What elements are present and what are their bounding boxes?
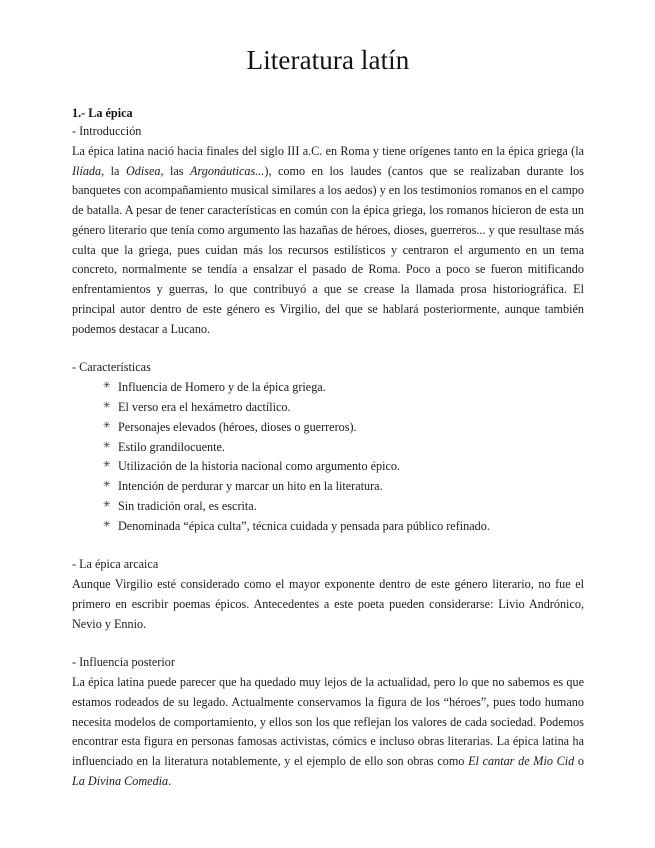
list-item-label: Utilización de la historia nacional como argumento épico. [118,459,401,474]
title-cantar-mio-cid: El cantar de Mio Cid [468,754,575,769]
list-item [72,398,584,418]
list-item-label: Denominada “épica culta”, técnica cuidada y pensada para público refinado. [118,518,490,533]
bullet-asterisk-icon: ✳ [103,399,111,410]
influencia-text-part-2: o [574,754,584,769]
paragraph-introduccion [72,142,584,340]
paragraph-epica-arcaica: Aunque Virgilio esté considerado como el mayor exponente dentro de este género literario, no fue el primero en escribir poemas épicos. Antecedentes a este poeta pueden considerarse: Livio Andrónico, Nevio y Ennio. [72,577,584,631]
list-item [72,457,584,477]
intro-text-part-3: , las [160,163,191,178]
influencia-text-part-3: . [168,773,172,788]
list-item [72,438,584,458]
title-argonauticas: Argonáuticas... [190,163,265,178]
subsection-label-introduccion: - Introducción [72,124,142,139]
list-item [72,497,584,517]
list-item-label: Personajes elevados (héroes, dioses o guerreros). [118,419,357,434]
intro-text-part-1: La épica latina nació hacia finales del siglo III a.C. en Roma y tiene orígenes tanto en la épica griega (la [72,143,584,158]
subsection-label-caracteristicas: - Características [72,360,151,375]
bullet-asterisk-icon: ✳ [103,380,111,391]
bullet-asterisk-icon: ✳ [103,498,111,509]
document-content [72,0,584,792]
page-title: Literatura latín [246,45,410,75]
paragraph-influencia-posterior [72,673,584,792]
list-item [72,418,584,438]
list-item [72,517,584,537]
title-iliada: Ilíada [72,163,102,178]
bullet-asterisk-icon: ✳ [103,439,111,450]
caracteristicas-list [72,378,584,536]
influencia-text-part-1: La épica latina puede parecer que ha quedado muy lejos de la actualidad, pero lo que no sabemos es que estamos rodeados de su legado. Actualmente conservamos la figura de los “héroes”, pues todo humano necesita modelos de comportamiento, y ellos son los que reflejan los valores de cada sociedad. Podemos encontrar esta figura en personas famosas activistas, cómics e incluso obras literarias. La épica latina ha influenciado en la literatura notablemente, y el ejemplo de ello son obras como [72,675,584,769]
intro-text-part-4: ), como en los laudes (cantos que se realizaban durante los banquetes con acompañamiento musical similares a los aedos) y en los testimonios romanos en el campo de batalla. A pesar de tener características en común con la épica griega, los romanos hicieron de esta un género literario que tenía como argumento las hazañas de héroes, dioses, guerreros... y que resultase más culta que la griega, pues cuidan más los recursos estilísticos y centraron el argumento en un tema concreto, normalmente se tendía a ensalzar el pasado de Roma. Poco a poco se fueron mitificando enfrentamientos y guerras, lo que contribuyó a que se crease la llamada prosa historiográfica. El principal autor dentro de este género es Virgilio, del que se hablará posteriormente, aunque también podemos destacar a Lucano. [72,163,584,336]
intro-text-part-2: , la [101,163,126,178]
list-item [72,477,584,497]
list-item-label: El verso era el hexámetro dactílico. [118,399,291,414]
list-item-label: Sin tradición oral, es escrita. [118,498,257,513]
title-divina-comedia: La Divina Comedia [72,773,169,788]
bullet-asterisk-icon: ✳ [103,459,111,470]
subsection-label-epica-arcaica: - La épica arcaica [72,557,159,572]
bullet-asterisk-icon: ✳ [103,518,111,529]
list-item-label: Intención de perdurar y marcar un hito en la literatura. [118,479,383,494]
bullet-asterisk-icon: ✳ [103,419,111,430]
subsection-label-influencia-posterior: - Influencia posterior [72,655,175,670]
list-item [72,378,584,398]
section-heading-epica: 1.- La épica [72,105,133,120]
title-odisea: Odisea [125,163,161,178]
list-item-label: Influencia de Homero y de la épica griega. [118,380,326,395]
bullet-asterisk-icon: ✳ [103,479,111,490]
list-item-label: Estilo grandilocuente. [118,439,225,454]
